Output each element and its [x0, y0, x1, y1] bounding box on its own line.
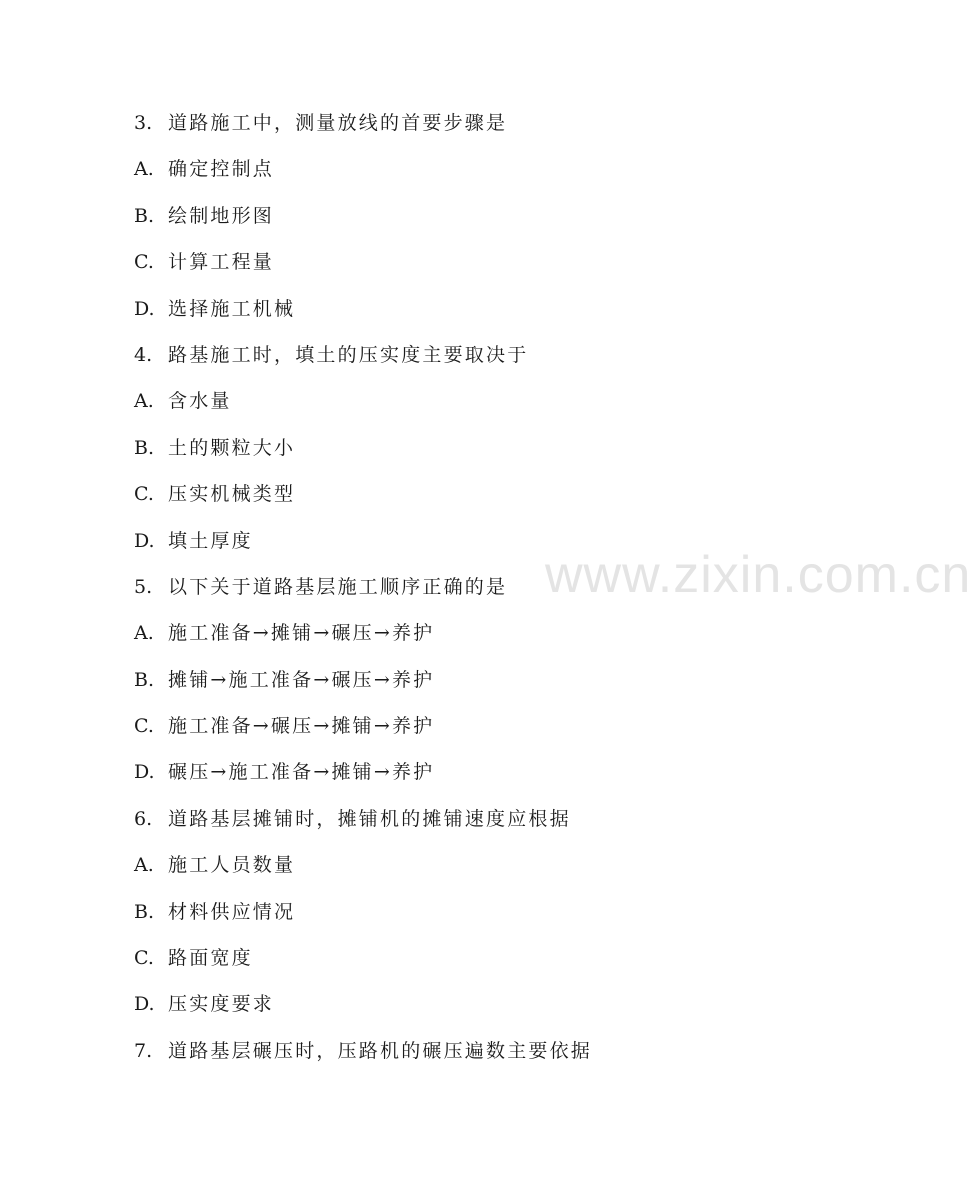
option-letter: B. [134, 900, 155, 923]
answer-option [134, 154, 592, 200]
option-letter: D. [134, 993, 155, 1016]
option-letter: A. [134, 854, 154, 877]
option-letter: A. [134, 622, 154, 645]
answer-option [134, 201, 592, 247]
question-list [134, 108, 592, 1082]
question-stem [134, 1036, 592, 1082]
question-number: 6. [134, 807, 153, 830]
option-text: 碾压→施工准备→摊铺→养护 [168, 761, 435, 784]
option-text: 选择施工机械 [168, 297, 296, 320]
option-letter: D. [134, 529, 155, 552]
option-letter: C. [134, 715, 154, 738]
option-letter: A. [134, 390, 154, 413]
answer-option [134, 294, 592, 340]
option-text: 摊铺→施工准备→碾压→养护 [168, 668, 435, 691]
question-stem [134, 572, 592, 618]
answer-option [134, 247, 592, 293]
option-letter: B. [134, 204, 155, 227]
option-letter: C. [134, 483, 154, 506]
option-letter: B. [134, 668, 155, 691]
question-text: 以下关于道路基层施工顺序正确的是 [168, 575, 508, 598]
answer-option [134, 526, 592, 572]
option-letter: A. [134, 158, 154, 181]
option-text: 压实机械类型 [168, 483, 296, 506]
option-text: 确定控制点 [168, 158, 275, 181]
answer-option [134, 850, 592, 896]
question-stem [134, 804, 592, 850]
question-text: 道路基层摊铺时，摊铺机的摊铺速度应根据 [168, 807, 571, 830]
question-stem [134, 108, 592, 154]
option-text: 压实度要求 [168, 993, 275, 1016]
question-stem [134, 340, 592, 386]
answer-option [134, 711, 592, 757]
watermark: www.zixin.com.cn [545, 546, 971, 604]
option-text: 土的颗粒大小 [168, 436, 296, 459]
option-text: 路面宽度 [168, 947, 253, 970]
option-text: 计算工程量 [168, 251, 275, 274]
question-number: 3. [134, 112, 153, 134]
option-letter: D. [134, 761, 155, 784]
option-text: 含水量 [168, 390, 232, 413]
option-letter: B. [134, 436, 155, 459]
question-text: 道路施工中，测量放线的首要步骤是 [168, 112, 508, 134]
option-text: 施工人员数量 [168, 854, 296, 877]
answer-option [134, 757, 592, 803]
answer-option [134, 897, 592, 943]
option-text: 材料供应情况 [168, 900, 296, 923]
question-number: 4. [134, 343, 153, 366]
question-text: 路基施工时，填土的压实度主要取决于 [168, 343, 529, 366]
option-letter: C. [134, 947, 154, 970]
question-text: 道路基层碾压时，压路机的碾压遍数主要依据 [168, 1039, 593, 1062]
option-text: 绘制地形图 [168, 204, 275, 227]
answer-option [134, 386, 592, 432]
answer-option [134, 479, 592, 525]
answer-option [134, 989, 592, 1035]
option-letter: D. [134, 297, 155, 320]
answer-option [134, 943, 592, 989]
option-text: 施工准备→摊铺→碾压→养护 [168, 622, 435, 645]
option-text: 施工准备→碾压→摊铺→养护 [168, 715, 435, 738]
answer-option [134, 618, 592, 664]
answer-option [134, 665, 592, 711]
option-text: 填土厚度 [168, 529, 253, 552]
question-number: 7. [134, 1039, 153, 1062]
option-letter: C. [134, 251, 154, 274]
question-number: 5. [134, 575, 153, 598]
answer-option [134, 433, 592, 479]
